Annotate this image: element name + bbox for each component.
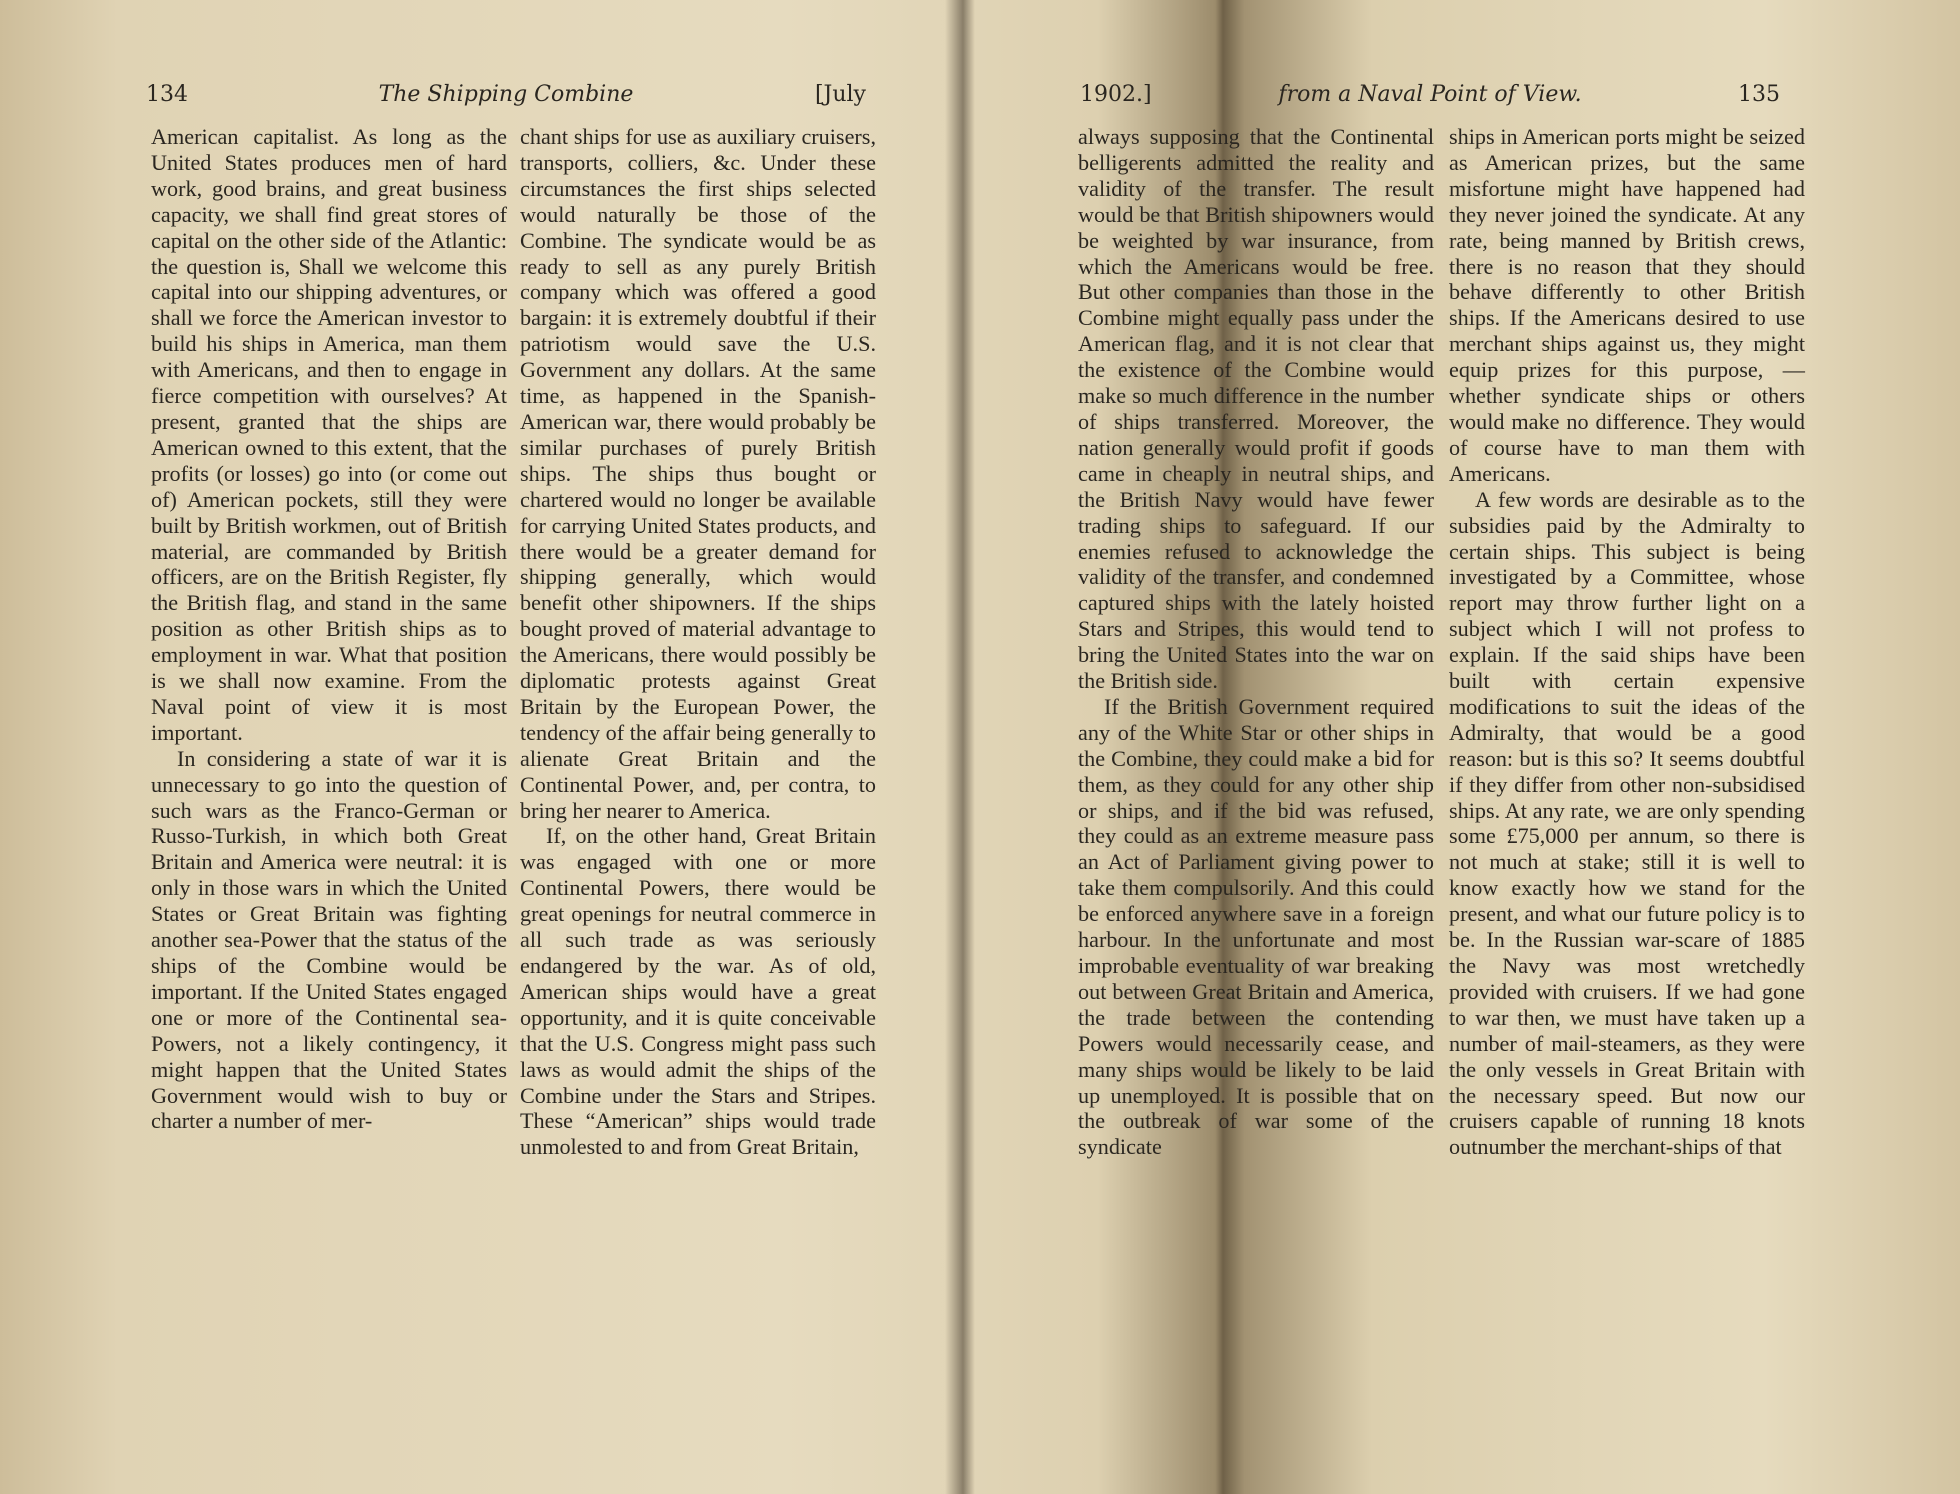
running-title: The Shipping Combine [378, 82, 634, 107]
paragraph: always supposing that the Continental belligerents admitted the reality and validity of the transfer. The result would be that British shipowners would be weighted by war insurance, from which the Americans would be free. But other companies than those in the Combine might equally pass under the American flag, and it is not clear that the existence of the Combine would make so much difference in the number of ships transferred. Moreover, the nation generally would profit if goods came in cheaply in neutral ships, and the British Navy would have fewer trading ships to safeguard. If our enemies refused to acknowledge the validity of the transfer, and condemned captured ships with the lately hoisted Stars and Stripes, this would tend to bring the United States into the war on the British side. [1078, 124, 1434, 694]
left-page-column-1 [151, 124, 507, 1134]
paragraph: American capitalist. As long as the United States produces men of hard work, good brains, and great business capacity, we shall find great stores of capital on the other side of the Atlantic: the question is, Shall we welcome this capital into our shipping adventures, or shall we force the American investor to build his ships in America, man them with Americans, and then to engage in fierce competition with ourselves? At present, granted that the ships are American owned to this extent, that the profits (or losses) go into (or come out of) American pockets, still they were built by British workmen, out of British material, are commanded by British officers, are on the British Register, fly the British flag, and stand in the same position as other British ships as to employment in war. What that position is we shall now examine. From the Naval point of view it is most important. [151, 124, 507, 745]
paragraph: A few words are desirable as to the subsidies paid by the Admiralty to certain ships. This subject is being investigated by a Committee, whose report may throw further light on a subject which I will not profess to explain. If the said ships have been built with certain expensive modifications to suit the ideas of the Admiralty, that would be a good reason: but is this so? It seems doubtful if they differ from other non-subsidised ships. At any rate, we are only spending some £75,000 per annum, so there is not much at stake; still it is well to know exactly how we stand for the present, and what our future policy is to be. In the Russian war-scare of 1885 the Navy was most wretchedly provided with cruisers. If we had gone to war then, we must have taken up a number of mail-steamers, as they were the only vessels in Great Britain with the necessary speed. But now our cruisers capable of running 18 knots outnumber the merchant-ships of that [1449, 486, 1805, 1160]
paragraph: chant ships for use as auxiliary cruisers, transports, colliers, &c. Under these circumstances the first ships selected would naturally be those of the Combine. The syndicate would be as ready to sell as any purely British company which was offered a good bargain: it is extremely doubtful if their patriotism would save the U.S. Government any dollars. At the same time, as happened in the Spanish-American war, there would probably be similar purchases of purely British ships. The ships thus bought or chartered would no longer be available for carrying United States products, and there would be a greater demand for shipping generally, which would benefit other shipowners. If the ships bought proved of material advantage to the Americans, there would possibly be diplomatic protests against Great Britain by the European Power, the tendency of the affair being generally to alienate Great Britain and the Continental Power, and, per contra, to bring her nearer to America. [520, 124, 876, 823]
right-page-header [1080, 82, 1780, 112]
paragraph: If, on the other hand, Great Britain was engaged with one or more Continental Powers, there would be great openings for neutral commerce in all such trade as was seriously endangered by the war. As of old, American ships would have a great opportunity, and it is quite conceivable that the U.S. Congress might pass such laws as would admit the ships of the Combine under the Stars and Stripes. These “American” ships would trade unmolested to and from Great Britain, [520, 823, 876, 1160]
right-page-column-2 [1449, 124, 1805, 1160]
right-page [966, 0, 1960, 1494]
left-page-header [146, 82, 866, 112]
date-mark: 1902.] [1080, 82, 1152, 107]
page-number: 135 [1738, 82, 1780, 107]
paragraph: In considering a state of war it is unnecessary to go into the question of such wars as the Franco-German or Russo-Turkish, in which both Great Britain and America were neutral: it is only in those wars in which the United States or Great Britain was fighting another sea-Power that the status of the ships of the Combine would be important. If the United States engaged one or more of the Continental sea-Powers, not a likely contingency, it might happen that the United States Government would wish to buy or charter a number of mer- [151, 745, 507, 1134]
right-page-column-1 [1078, 124, 1434, 1160]
left-page [0, 0, 960, 1494]
paragraph: ships in American ports might be seized as American prizes, but the same misfortune might have happened had they never joined the syndicate. At any rate, being manned by British crews, there is no reason that they should behave differently to other British ships. If the Americans desired to use merchant ships against us, they might equip prizes for this purpose, — whether syndicate ships or others would make no difference. They would of course have to man them with Americans. [1449, 124, 1805, 486]
running-title: from a Naval Point of View. [1278, 82, 1582, 107]
paragraph: If the British Government required any of the White Star or other ships in the Combine, they could make a bid for them, as they could for any other ship or ships, and if the bid was refused, they could as an extreme measure pass an Act of Parliament giving power to take them compulsorily. And this could be enforced anywhere save in a foreign harbour. In the unfortunate and most improbable eventuality of war breaking out between Great Britain and America, the trade between the contending Powers would necessarily cease, and many ships would be likely to be laid up unemployed. It is possible that on the outbreak of war some of the syndicate [1078, 693, 1434, 1160]
date-mark: [July [814, 82, 866, 107]
left-page-column-2 [520, 124, 876, 1160]
page-number: 134 [146, 82, 188, 107]
